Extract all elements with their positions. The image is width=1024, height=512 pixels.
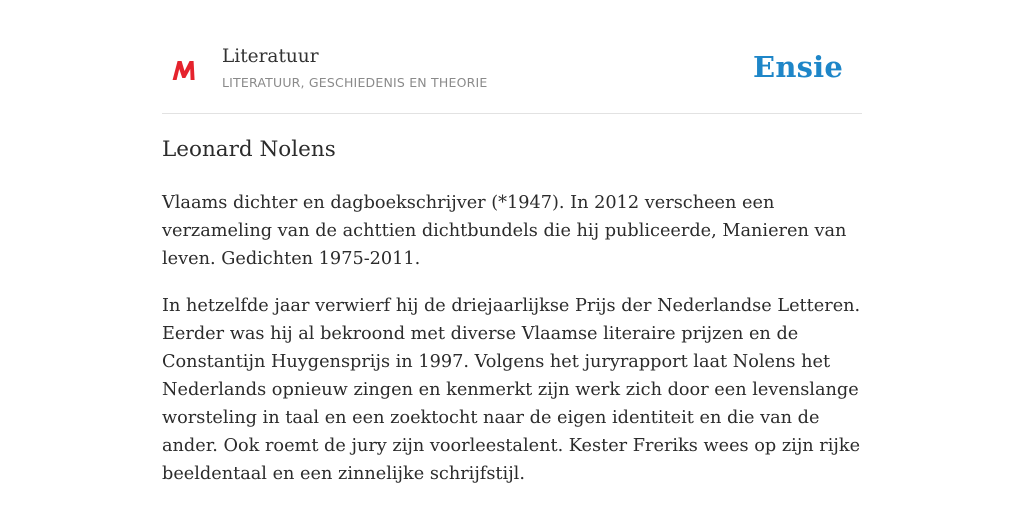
ensie-brand-logo[interactable]: Ensie: [753, 50, 843, 84]
source-header: [162, 40, 862, 114]
article-paragraph: In hetzelfde jaar verwierf hij de driejaarlijkse Prijs der Nederlandse Letteren. Eerder was hij al bekroond met diverse Vlaamse literaire prijzen en de Constantijn Huygensprijs in 1997. Volgens het juryrapport laat Nolens het Nederlands opnieuw zingen en kenmerkt zijn werk zich door een levenslange worsteling in taal en een zoektocht naar de eigen identiteit en die van de ander. Ook roemt de jury zijn voorleestalent. Kester Freriks wees op zijn rijke beeldentaal en een zinnelijke schrijfstijl.: [162, 296, 861, 484]
article-title: Leonard Nolens: [162, 137, 336, 162]
article-card: [162, 0, 862, 512]
source-subtitle: LITERATUUR, GESCHIEDENIS EN THEORIE: [222, 75, 488, 90]
publisher-m-logo-icon[interactable]: [172, 57, 198, 83]
source-title[interactable]: Literatuur: [222, 46, 319, 67]
article-paragraph: Vlaams dichter en dagboekschrijver (*1947). In 2012 verscheen een verzameling van de achttien dichtbundels die hij publiceerde, Manieren van leven. Gedichten 1975-2011.: [162, 193, 847, 269]
